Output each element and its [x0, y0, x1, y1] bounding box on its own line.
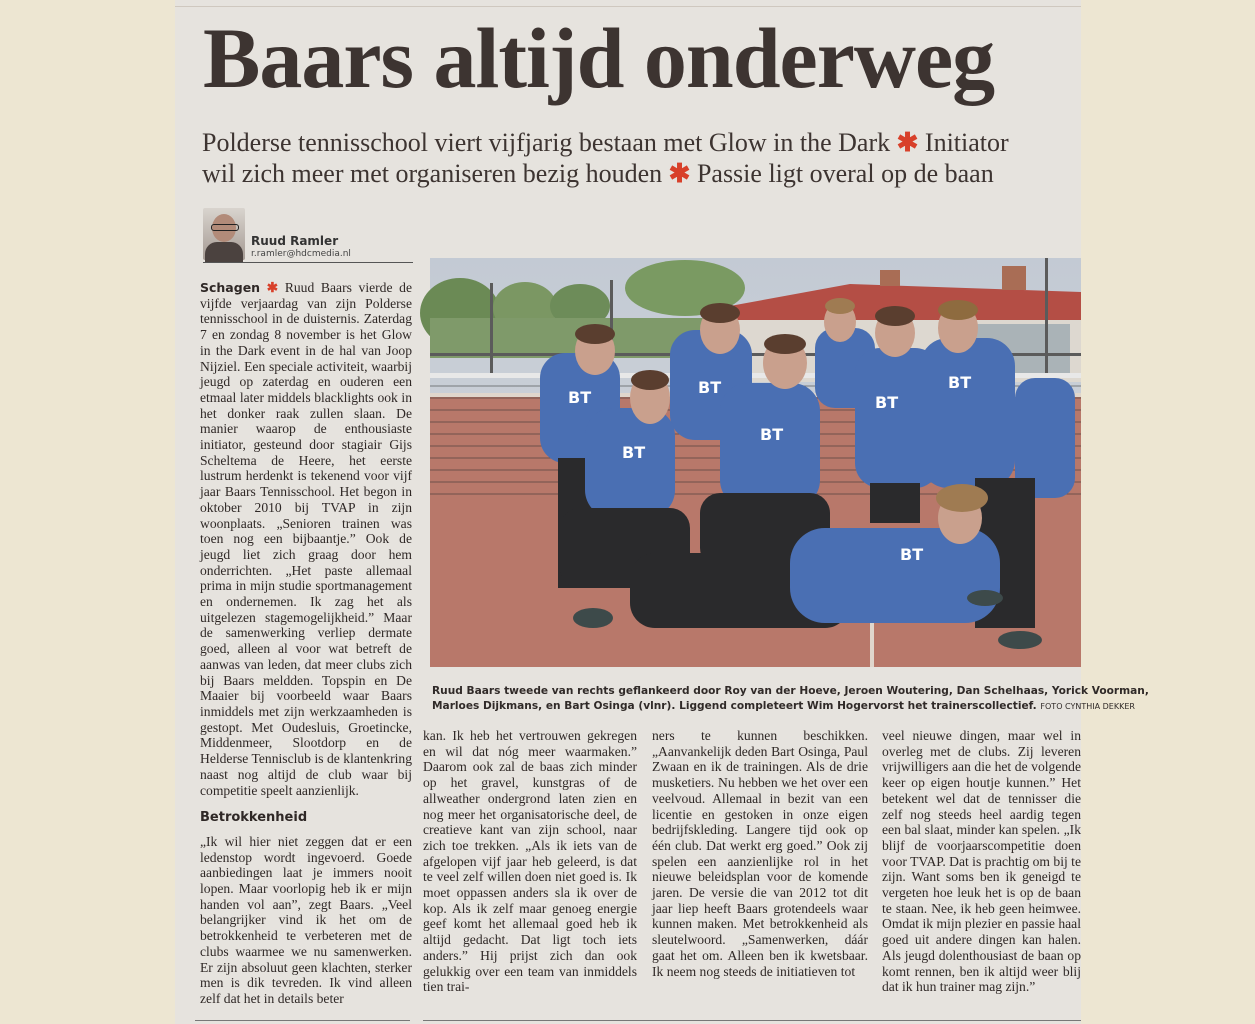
photo-credit: FOTO CYNTHIA DEKKER [1040, 702, 1135, 711]
caption-line-2 [432, 699, 1135, 714]
author-byline [203, 208, 413, 262]
footer-divider [423, 1020, 1081, 1021]
subhead-line-1 [202, 127, 1082, 158]
caption-line-1: Ruud Baars tweede van rechts geflankeerd door Roy van der Hoeve, Jeroen Woutering, Dan Schelhaas, Yorick Voorman, [432, 685, 1149, 697]
subhead-text-3: wil zich meer met organiseren bezig houden [202, 159, 663, 188]
column-1b-text: „Ik wil hier niet zeggen dat er een ledenstop wordt ingevoerd. Goede aanbiedingen laat je immers nooit lopen. Maar voorlopig heb ik er mijn handen vol aan”, zegt Baars. „Veel belangrijker vind ik het om de betrokkenheid te verbeteren met de clubs waarmee we nu samenwerken. Er zijn absoluut geen klachten, sterker men is dik tevreden. Ik vind alleen zelf dat het in details beter [200, 833, 412, 1006]
jacket-logo-text: BT [875, 393, 899, 412]
newspaper-page [175, 0, 1149, 1024]
jacket-logo-text: BT [622, 443, 646, 462]
caption-text-2: Marloes Dijkmans, en Bart Osinga (vlnr). Liggend completeert Wim Hogervorst het trainerscollectief. [432, 700, 1037, 712]
author-name: Ruud Ramler [251, 234, 339, 248]
author-email: r.ramler@hdcmedia.nl [251, 249, 351, 259]
top-strip [175, 0, 1081, 7]
jacket-logo-text: BT [698, 378, 722, 397]
headline: Baars altijd onderweg [203, 10, 995, 106]
article-column-4 [882, 728, 1081, 995]
column-2-text: kan. Ik heb het vertrouwen gekregen en wil dat nóg meer waarmaken.” Daarom ook zal de baas zich minder op het gravel, kunstgras of de allweather ondergrond laten zien en nog meer het organisatorische deel, de creatieve kant van zijn school, naar zich toe trekken. „Als ik iets van de afgelopen vijf jaar heb geleerd, is dat te veel zelf willen doen niet goed is. Ik moet oppassen anders sla ik over de kop. Als ik zelf maar genoeg energie geef komt het allemaal goed heb ik altijd gedacht. Dat ligt toch iets anders.” Hij prijst zich dan ook gelukkig over een team van inmiddels tien trai- [423, 728, 637, 995]
article-column-2 [423, 728, 637, 995]
dateline: Schagen [200, 280, 261, 295]
article-column-3 [652, 728, 868, 979]
subhead-text-1: Polderse tennisschool viert vijfjarig bestaan met Glow in the Dark [202, 128, 891, 157]
subhead-text-2: Initiator [924, 128, 1009, 157]
star-icon: ✱ [266, 280, 279, 295]
byline-divider [203, 262, 413, 263]
star-icon: ✱ [668, 159, 691, 188]
star-icon: ✱ [896, 128, 919, 157]
jacket-logo-text: BT [568, 388, 592, 407]
column-3-text: ners te kunnen beschikken. „Aanvankelijk deden Bart Osinga, Paul Zwaan en ik de trainingen. Als de drie musketiers. Nu hebben we het over een veelvoud. Allemaal in bezit van een licentie en gestoken in onze eigen bedrijfskleding. Langere tijd ook op één club. Dat werkt erg goed.” Ook zij spelen een aanzienlijke rol in het nieuwe beleidsplan voor de komende jaren. De versie die van 2012 tot dit jaar liep heeft Baars grotendeels waar kunnen maken. Met betrokkenheid als sleutelwoord. „Samenwerken, dáár gaat het om. Alleen ben ik kwetsbaar. Ik neem nog steeds de initiatieven tot [652, 728, 868, 979]
subhead-line-2 [202, 158, 1082, 189]
jacket-logo-text: BT [760, 425, 784, 444]
subhead-text-4: Passie ligt overal op de baan [696, 159, 994, 188]
column-1-text: Ruud Baars vierde de vijfde verjaardag van zijn Polderse tennisschool in de duisternis. Zaterdag 7 en zondag 8 november is het Glow in the Dark event in de hal van Joop Nijziel. Een speciale activiteit, waarbij jeugd op zaterdag en ouderen een etmaal later middels blacklights ook in het donker raak zullen slaan. De manier waarop de enthousiaste initiator, gesteund door stagiair Gijs Scheltema de Heere, het eerste lustrum herdenkt is tekenend voor vijf jaar Baars Tennisschool. Het begon in oktober 2010 bij TVAP in zijn woonplaats. „Senioren trainen was toen nog een bijbaantje.” Ook de jeugd liet zich graag door hem onderrichten. „Het paste allemaal prima in mijn studie sportmanagement en ondernemen. Ik zag het als uitgelezen stagemogelijkheid.” Maar de samenwerking verliep dermate goed, alleen al voor wat betreft de aanwas van leden, dat meer clubs zich bij Baars meldden. Topspin en De Maaier bij voorbeeld waar Baars inmiddels met zijn werkzaamheden is gestopt. Met Oudesluis, Groetincke, Middenmeer, Slootdorp en de Helderse Tennisclub is de klantenkring naast nog altijd de club waar bij competitie speelt aanzienlijk. [200, 280, 412, 798]
team-photo-illustration [430, 258, 1081, 667]
subheadline [202, 127, 1082, 189]
team-photo [430, 258, 1081, 667]
author-avatar [203, 208, 245, 260]
section-heading: Betrokkenheid [200, 810, 308, 826]
photo-caption [432, 684, 1149, 714]
jacket-logo-text: BT [900, 545, 924, 564]
column-4-text: veel nieuwe dingen, maar wel in overleg met de clubs. Zij leveren vrijwilligers aan die het de volgende keer op eigen houtje kunnen.” Het betekent wel dat de tennisser die zelf nog steeds heel aardig tegen een bal slaat, minder kan spelen. „Ik blijf de voorjaarscompetitie doen voor TVAP. Dat is prachtig om bij te zijn. Want soms ben ik geneigd te vergeten hoe leuk het is op de baan te staan. Nee, ik heb geen heimwee. Omdat ik mijn plezier en passie haal goed uit andere dingen kan halen. Als jeugd dolenthousiast de baan op komt rennen, ben ik altijd weer blij dat ik hun trainer mag zijn.” [882, 728, 1081, 995]
article-column-1 [200, 280, 412, 1007]
footer-divider [195, 1020, 410, 1021]
jacket-logo-text: BT [948, 373, 972, 392]
